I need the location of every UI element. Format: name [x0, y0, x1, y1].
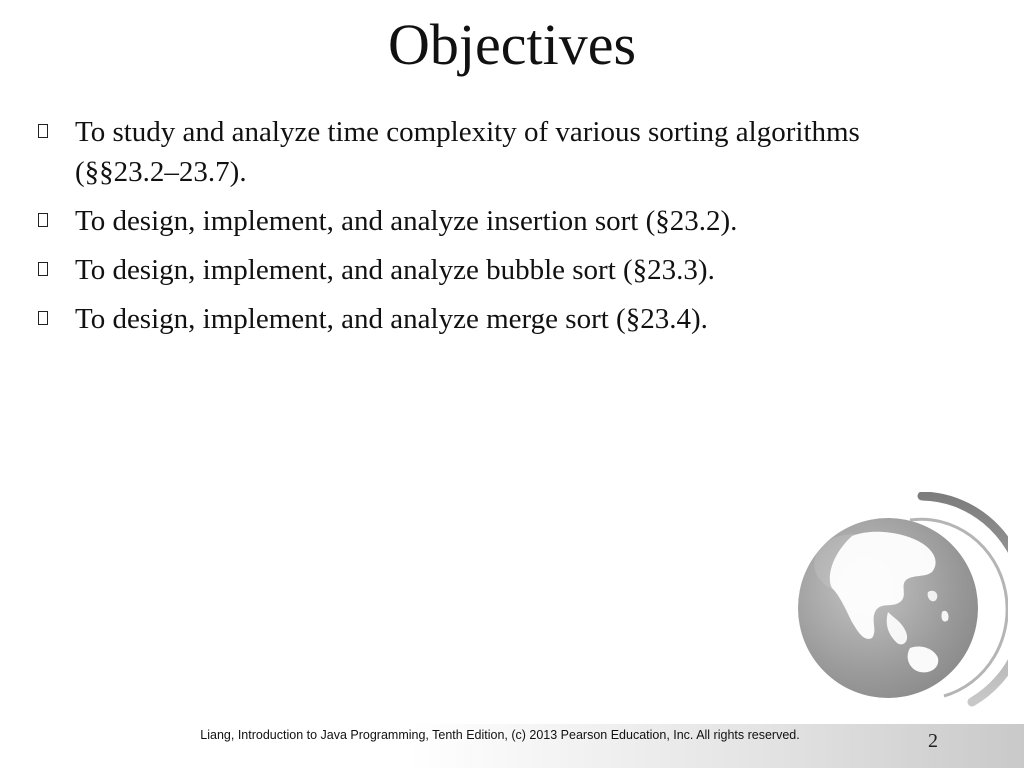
- bullet-square-icon: [38, 124, 48, 138]
- bullet-text: To study and analyze time complexity of various sorting algorithms (§§23.2–23.7).: [75, 116, 860, 188]
- page-number: 2: [928, 730, 938, 752]
- bullet-text: To design, implement, and analyze merge sort (§23.4).: [75, 303, 708, 335]
- bullet-square-icon: [38, 311, 48, 325]
- slide-title: Objectives: [387, 12, 637, 77]
- list-item: [38, 201, 918, 241]
- objectives-list: [38, 112, 918, 348]
- bullet-text: To design, implement, and analyze insertion sort (§23.2).: [75, 205, 738, 237]
- list-item: [38, 112, 918, 192]
- bullet-square-icon: [38, 262, 48, 276]
- bullet-text: To design, implement, and analyze bubble sort (§23.3).: [75, 254, 715, 286]
- bullet-square-icon: [38, 213, 48, 227]
- globe-icon: [792, 492, 1008, 722]
- list-item: [38, 250, 918, 290]
- list-item: [38, 299, 918, 339]
- footer-copyright: Liang, Introduction to Java Programming, Tenth Edition, (c) 2013 Pearson Education, Inc. All rights reserved.: [200, 728, 800, 742]
